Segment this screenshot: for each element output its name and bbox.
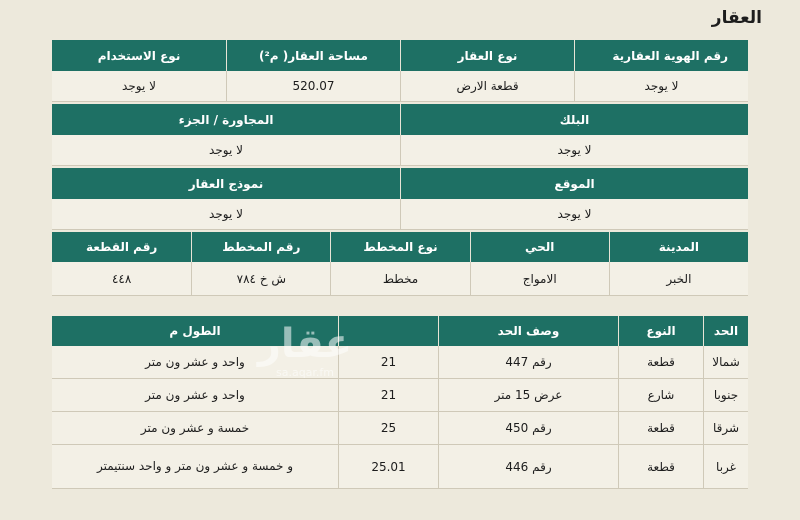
property-type-header: نوع العقار — [400, 40, 574, 71]
plan-number-header: رقم المخطط — [191, 232, 330, 262]
plan-value-row — [52, 262, 748, 296]
boundary-side: شرقا — [703, 412, 748, 444]
block-header: البلك — [400, 104, 748, 135]
table-row — [52, 412, 748, 445]
boundaries-table — [52, 316, 748, 489]
usage-type-value: لا يوجد — [122, 79, 156, 93]
plan-type-value: مخطط — [330, 262, 469, 295]
property-id-header: رقم الهوية العقارية — [574, 40, 748, 71]
neighborhood-part-value: لا يوجد — [209, 143, 243, 157]
usage-type-header: نوع الاستخدام — [97, 48, 181, 63]
property-value-row — [52, 71, 748, 102]
boundary-description: رقم 450 — [438, 412, 618, 444]
city-value: الخبر — [609, 262, 748, 295]
boundary-description-header: وصف الحد — [438, 316, 618, 346]
plan-type-header: نوع المخطط — [330, 232, 469, 262]
table-row — [52, 445, 748, 489]
boundary-type: قطعة — [618, 346, 703, 378]
district-value: الامواج — [470, 262, 609, 295]
boundaries-header-row — [52, 316, 748, 346]
table-row — [52, 346, 748, 379]
boundary-length-words: واحد و عشر ون متر — [145, 387, 245, 402]
watermark-logo: عقار — [257, 321, 353, 367]
plan-header-row — [52, 232, 748, 262]
block-header-row — [52, 104, 748, 135]
boundary-description: رقم 447 — [438, 346, 618, 378]
plan-number-value: ش خ ٧٨٤ — [191, 262, 330, 295]
neighborhood-part-header: المجاورة / الجزء — [178, 112, 274, 127]
property-model-value: لا يوجد — [209, 207, 243, 221]
block-value-row — [52, 135, 748, 166]
watermark-url: sa.aqar.fm — [275, 366, 335, 379]
property-area-value: 520.07 — [226, 71, 400, 101]
location-value-row — [52, 199, 748, 230]
table-row — [52, 379, 748, 412]
property-area-header: مساحة العقار( م²) — [226, 40, 400, 71]
plot-number-header: رقم القطعة — [85, 240, 158, 254]
boundary-type-header: النوع — [618, 316, 703, 346]
boundary-length: 25.01 — [338, 445, 438, 488]
boundary-type: شارع — [618, 379, 703, 411]
boundary-length-words: خمسة و عشر ون متر — [140, 420, 250, 435]
boundary-side: جنوبا — [703, 379, 748, 411]
property-type-value: قطعة الارض — [400, 71, 574, 101]
boundary-length: 25 — [338, 412, 438, 444]
boundary-length: 21 — [338, 346, 438, 378]
location-value: لا يوجد — [400, 199, 748, 229]
property-id-value: لا يوجد — [574, 71, 748, 101]
boundary-length-words: و خمسة و عشر ون متر و واحد سنتيمتر — [96, 459, 294, 473]
block-value: لا يوجد — [400, 135, 748, 165]
boundary-side-header: الحد — [703, 316, 748, 346]
boundary-length: 21 — [338, 379, 438, 411]
location-header: الموقع — [400, 168, 748, 199]
boundary-length-header: الطول م — [169, 324, 221, 338]
location-header-row — [52, 168, 748, 199]
section-title: العقار — [711, 8, 762, 28]
city-header: المدينة — [609, 232, 748, 262]
boundary-type: قطعة — [618, 445, 703, 488]
property-model-header: نموذج العقار — [188, 176, 264, 191]
plot-number-value: ٤٤٨ — [111, 271, 132, 286]
boundary-length-number-header — [338, 316, 438, 346]
boundary-side: شمالا — [703, 346, 748, 378]
boundary-side: غربا — [703, 445, 748, 488]
boundary-type: قطعة — [618, 412, 703, 444]
boundary-description: عرض 15 متر — [438, 379, 618, 411]
boundary-description: رقم 446 — [438, 445, 618, 488]
boundary-length-words: واحد و عشر ون متر — [145, 354, 245, 369]
property-header-row — [52, 40, 748, 71]
district-header: الحي — [470, 232, 609, 262]
